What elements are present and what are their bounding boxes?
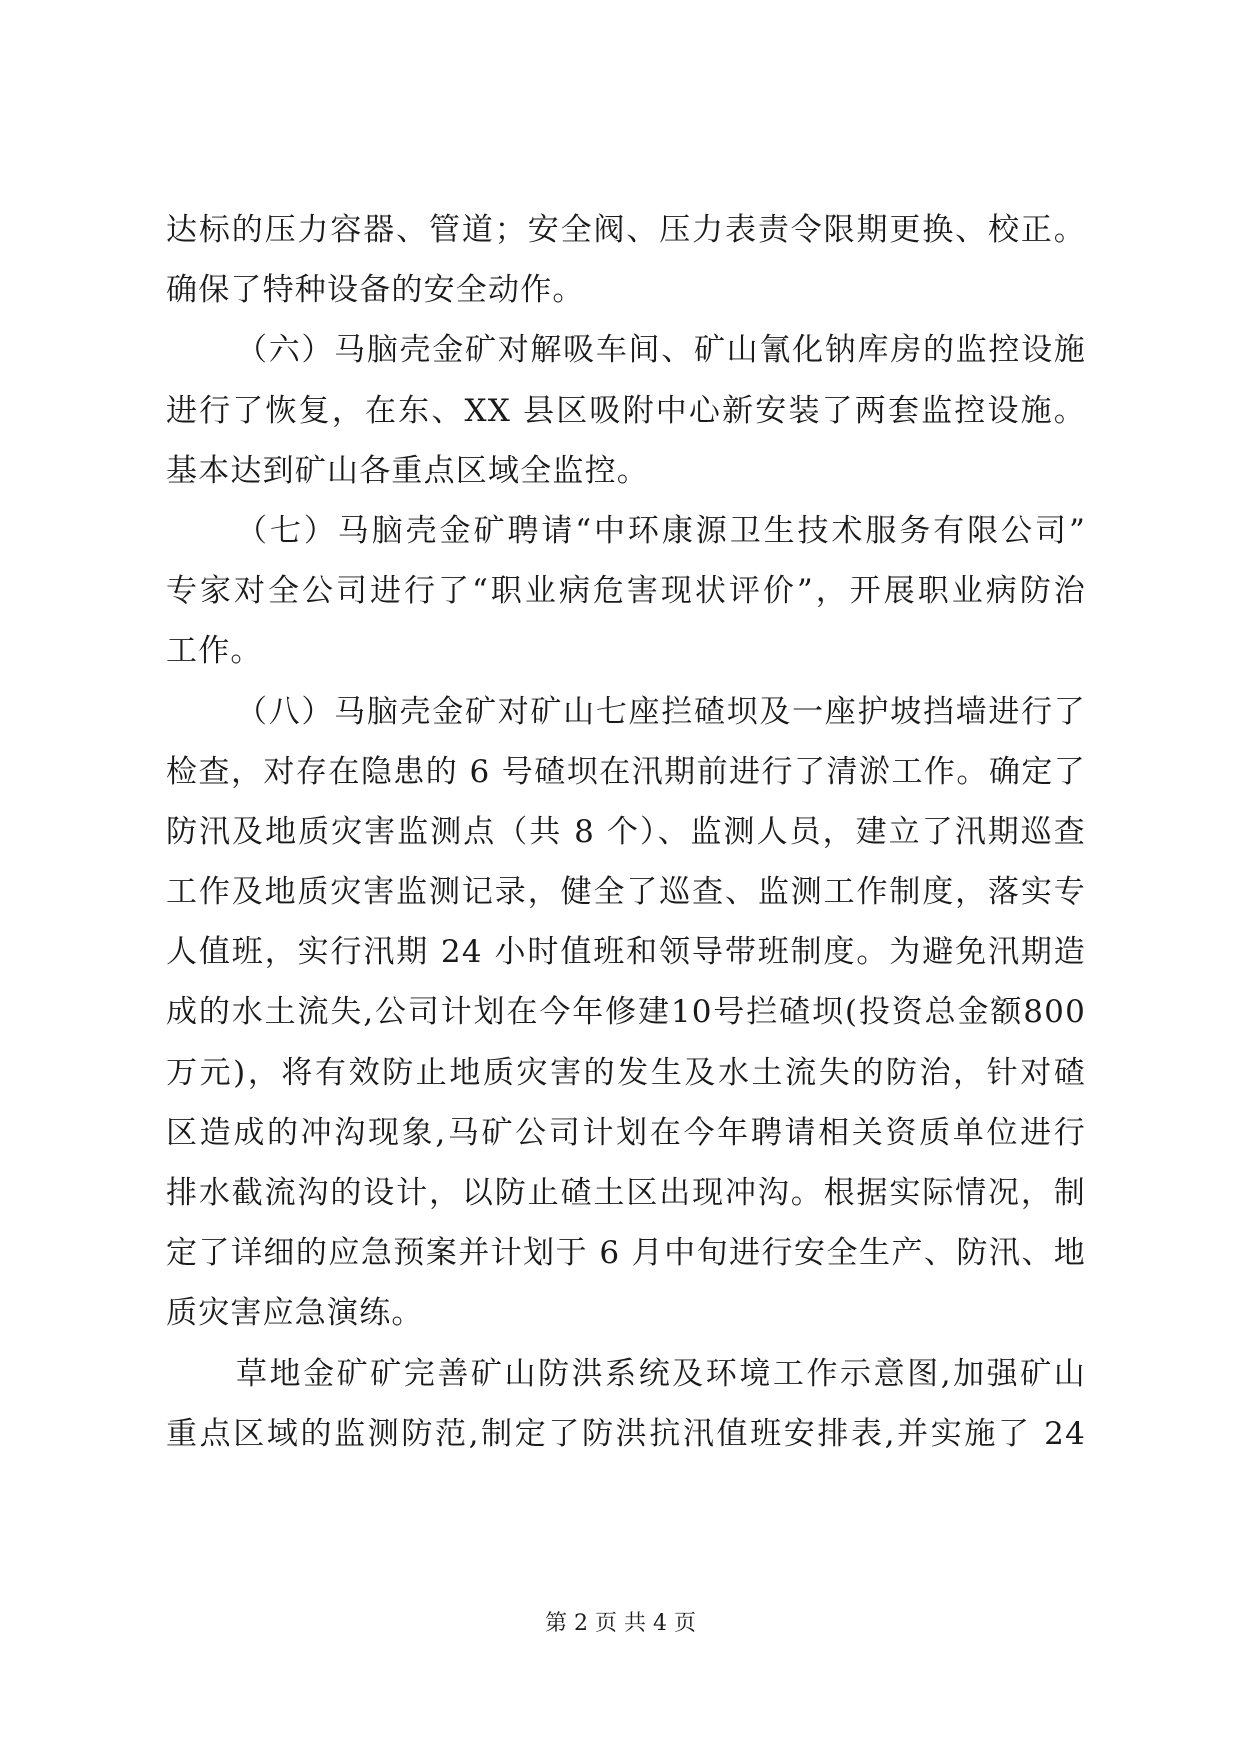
page-number-footer: 第 2 页 共 4 页 (545, 1611, 696, 1636)
text-line: 确保了特种设备的安全动作。 (166, 272, 585, 309)
text-line: （六）马脑壳金矿对解吸车间、矿山氰化钠库房的监控设施 (236, 332, 1086, 369)
text-line: 基本达到矿山各重点区域全监控。 (166, 452, 649, 489)
text-line: 防汛及地质灾害监测点（共 8 个）、监测人员，建立了汛期巡查 (166, 813, 1086, 850)
text-line: 进行了恢复，在东、XX 县区吸附中心新安装了两套监控设施。 (166, 392, 1086, 429)
text-line: 万元)，将有效防止地质灾害的发生及水土流失的防治，针对碴 (166, 1054, 1086, 1091)
text-line: 区造成的冲沟现象,马矿公司计划在今年聘请相关资质单位进行 (166, 1114, 1086, 1151)
body-text (166, 200, 1086, 1464)
text-line: 成的水土流失,公司计划在今年修建10号拦碴坝(投资总金额800 (166, 994, 1086, 1031)
text-line: 重点区域的监测防范,制定了防洪抗汛值班安排表,并实施了 24 (166, 1415, 1086, 1452)
text-line: 质灾害应急演练。 (166, 1295, 424, 1332)
text-line: 工作及地质灾害监测记录，健全了巡查、监测工作制度，落实专 (166, 874, 1086, 911)
text-line: 定了详细的应急预案并计划于 6 月中旬进行安全生产、防汛、地 (166, 1235, 1086, 1272)
text-line: 排水截流沟的设计，以防止碴土区出现冲沟。根据实际情况，制 (166, 1175, 1086, 1211)
text-line: 草地金矿矿完善矿山防洪系统及环境工作示意图,加强矿山 (236, 1355, 1086, 1392)
text-line: 工作。 (166, 633, 263, 670)
text-line: 检查，对存在隐患的 6 号碴坝在汛期前进行了清淤工作。确定了 (166, 753, 1086, 790)
text-line: （八）马脑壳金矿对矿山七座拦碴坝及一座护坡挡墙进行了 (236, 693, 1086, 730)
text-line: 达标的压力容器、管道；安全阀、压力表责令限期更换、校正。 (166, 212, 1086, 248)
text-line: 人值班，实行汛期 24 小时值班和领导带班制度。为避免汛期造 (166, 934, 1086, 971)
text-line: 专家对全公司进行了“职业病危害现状评价”，开展职业病防治 (166, 573, 1086, 610)
text-line: （七）马脑壳金矿聘请“中环康源卫生技术服务有限公司” (236, 512, 1086, 549)
